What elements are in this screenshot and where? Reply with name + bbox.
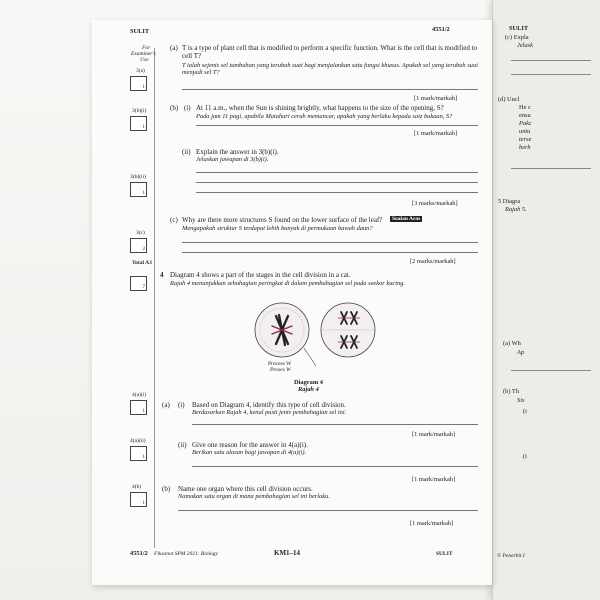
q3bi-answer-line	[196, 125, 478, 126]
q4aii-mark: [1 mark/markah]	[412, 476, 456, 483]
header-right: 4551/2	[432, 26, 450, 33]
q3c-text: Why are there more structures S found on the lower surface of the leaf?	[182, 216, 383, 224]
margin-rule	[154, 48, 155, 548]
q3a-text-malay: T ialah sejenis sel tumbuhan yang terubah suai bagi menjalankan satu fungsi khusus. Apakah sel yang terubah suai menjadi sel T?	[182, 62, 478, 76]
q3bi-text: At 11 a.m., when the Sun is shining brightly, what happens to the size of the opening, S?	[196, 104, 444, 112]
q4ai-answer-line	[192, 424, 478, 425]
total-a3-label: Total A3	[132, 260, 152, 266]
q4b-answer-line	[178, 510, 478, 511]
q3a-answer-line	[182, 89, 478, 90]
q3bii-label: (ii)	[182, 148, 191, 156]
rp-answer-line	[511, 60, 591, 61]
q4ai-mark: [1 mark/markah]	[412, 431, 456, 438]
rp-line: He c	[519, 104, 531, 111]
rp-line: terse	[519, 136, 532, 143]
rp-line: 5 Diagra	[498, 198, 521, 205]
next-page	[492, 0, 600, 600]
q4b-label: (b)	[162, 485, 171, 493]
mark-id-3c: 3(c)	[136, 230, 145, 236]
q3c-answer-line	[182, 252, 478, 253]
q3bii-answer-line	[196, 192, 478, 193]
q4b-text: Name one organ where this cell division occurs.	[178, 485, 313, 493]
total-a3-box: 7	[130, 276, 147, 291]
process-arrow	[304, 348, 316, 366]
q4-intro: Diagram 4 shows a part of the stages in the cell division in a cat.	[170, 271, 351, 279]
q4-intro-malay: Rajah 4 menunjukkan sebahagian peringkat di dalam pembahagian sel pada seekor kucing.	[170, 280, 405, 287]
mark-box-3bi: 1	[130, 116, 147, 131]
q4-process-label-malay: Proses W	[270, 367, 291, 373]
q4-number: 4	[160, 271, 164, 279]
q4aii-label: (ii)	[178, 441, 187, 449]
q4b-mark: [1 mark/markah]	[410, 520, 454, 527]
mark-box-4b: 1	[130, 492, 147, 507]
q3bii-mark: [3 marks/markah]	[412, 200, 458, 207]
q3bii-answer-line	[196, 182, 478, 183]
mark-box-3c: 2	[130, 238, 147, 253]
rp-line: Sis	[517, 397, 525, 404]
rp-publisher: © Penerbit I	[497, 553, 525, 559]
rp-line: berh	[519, 144, 531, 151]
q3bi-mark: [1 mark/markah]	[414, 130, 458, 137]
rp-line: (b) Th	[503, 388, 520, 395]
mark-box-3a: 1	[130, 76, 147, 91]
footer-left-code: 4551/2	[130, 550, 148, 557]
rp-line: (a) Wh	[503, 340, 521, 347]
q3a-mark: [1 mark/markah]	[414, 95, 458, 102]
cell-left	[255, 303, 309, 357]
mark-box-4aii: 1	[130, 446, 147, 461]
rp-header: SULIT	[509, 25, 529, 32]
q3bii-answer-line	[196, 172, 478, 173]
q4-diagram-title: Diagram 4	[294, 379, 323, 386]
rp-line: (d) Uncl	[498, 96, 520, 103]
q4aii-text: Give one reason for the answer in 4(a)(i).	[192, 441, 308, 449]
mark-box-3bii: 1	[130, 182, 147, 197]
header-left: SULIT	[130, 28, 150, 35]
rp-line: Ap	[517, 349, 525, 356]
q3c-answer-line	[182, 242, 478, 243]
rp-line: Rajah 5.	[505, 206, 527, 213]
examiners-use-examiners: Examiner's	[131, 51, 156, 57]
q4ai-label: (i)	[178, 401, 185, 409]
exam-page	[92, 20, 492, 585]
rp-line: untu	[519, 128, 531, 135]
footer-left-title: Fiksonot SPM 2021: Biology	[154, 551, 219, 557]
q3c-mark: [2 marks/markah]	[410, 258, 456, 265]
mark-id-4aii: 4(a)(ii)	[130, 438, 146, 444]
q4aii-answer-line	[192, 466, 478, 467]
q3b-label: (b)	[170, 104, 179, 112]
q3c-label: (c)	[170, 216, 178, 224]
q4ai-text: Based on Diagram 4, identify this type of cell division.	[192, 401, 346, 409]
q4-process-label: Process W	[268, 361, 292, 367]
q3a-text: T is a type of plant cell that is modified to perform a specific function. What is the cell that is modified to cell T?	[182, 44, 478, 60]
cell-right	[321, 303, 375, 357]
q4-diagram-title-malay: Rajah 4	[298, 386, 319, 393]
rp-line: (c) Expla	[505, 34, 529, 41]
rp-line: Jelask	[517, 42, 533, 49]
q4ai-text-malay: Berdasarkan Rajah 4, kenal pasti jenis pembahagian sel ini.	[192, 409, 347, 416]
rp-answer-line	[511, 74, 591, 75]
mark-id-3a: 3(a)	[136, 68, 145, 74]
rp-line: ensu	[519, 112, 531, 119]
q3bii-text-malay: Jelaskan jawapan di 3(b)(i).	[196, 156, 269, 163]
examiners-use-use: Use	[140, 57, 149, 63]
mark-id-3bi: 3(b)(i)	[132, 108, 147, 114]
q3c-text-malay: Mengapakah struktur S terdapat lebih banyak di permukaan bawah daun?	[182, 225, 373, 232]
q3a-label: (a)	[170, 44, 178, 52]
q4a-label: (a)	[162, 401, 170, 409]
footer-page-number: KM1–14	[274, 549, 301, 557]
rp-line: (i	[523, 408, 527, 415]
q4b-text-malay: Namakan satu organ di mana pembahagian sel ini berlaku.	[178, 493, 330, 500]
rp-line: Pakc	[519, 120, 532, 127]
q3bii-text: Explain the answer in 3(b)(i).	[196, 148, 279, 156]
examiners-use-for: For	[142, 45, 151, 51]
footer-right: SULIT	[436, 551, 453, 557]
mark-id-3bii: 3(b)(ii)	[130, 174, 146, 180]
rp-answer-line	[511, 168, 591, 169]
mark-box-4ai: 1	[130, 400, 147, 415]
rp-answer-line	[511, 370, 591, 371]
mark-id-4ai: 4(a)(i)	[132, 392, 147, 398]
mark-id-4b: 4(b)	[132, 484, 142, 490]
q3bi-text-malay: Pada jam 11 pagi, apabila Matahari cerah memancar, apakah yang berlaku kepada saiz bukaan, S?	[196, 113, 453, 120]
q3bi-label: (i)	[184, 104, 191, 112]
q4aii-text-malay: Berikan satu alasan bagi jawapan di 4(a)(i).	[192, 449, 307, 456]
rp-line: (i	[523, 453, 527, 460]
q3c-tag: Soalan Aras	[392, 216, 421, 222]
